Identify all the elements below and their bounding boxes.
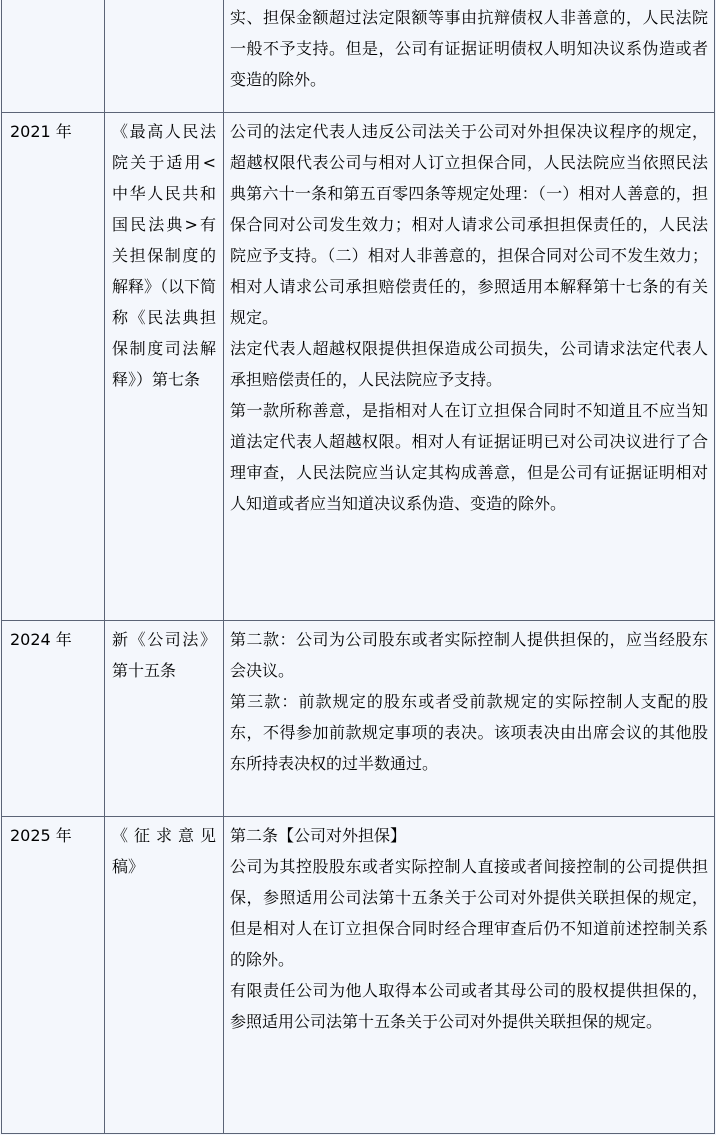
table-row: [2, 817, 715, 1134]
year-cell: 2021 年: [2, 113, 105, 621]
content-cell: [224, 113, 715, 621]
content-paragraph: 第一款所称善意，是指相对人在订立担保合同时不知道且不应当知道法定代表人超越权限。相对人有证据证明已对公司决议进行了合理审查，人民法院应当认定其构成善意，但是公司有证据证明相对人知道或者应当知道决议系伪造、变造的除外。: [230, 401, 708, 513]
content-paragraph: 有限责任公司为他人取得本公司或者其母公司的股权提供担保的，参照适用公司法第十五条关于公司对外提供关联担保的规定。: [230, 981, 708, 1031]
source-cell: 《征求意见稿》: [105, 817, 224, 1134]
content-paragraph: 第三款：前款规定的股东或者受前款规定的实际控制人支配的股东，不得参加前款规定事项的表决。该项表决由出席会议的其他股东所持表决权的过半数通过。: [230, 692, 708, 773]
table-row: [2, 0, 715, 113]
content-cell: [224, 621, 715, 817]
content-cell: [224, 817, 715, 1134]
year-cell: 2025 年: [2, 817, 105, 1134]
content-paragraph: 第二条【公司对外担保】: [230, 826, 407, 845]
source-cell: 新《公司法》第十五条: [105, 621, 224, 817]
year-cell: 2024 年: [2, 621, 105, 817]
content-paragraph: 法定代表人超越权限提供担保造成公司损失，公司请求法定代表人承担赔偿责任的，人民法院应予支持。: [230, 339, 708, 389]
content-paragraph: 公司的法定代表人违反公司法关于公司对外担保决议程序的规定，超越权限代表公司与相对人订立担保合同，人民法院应当依照民法典第六十一条和第五百零四条等规定处理：（一）相对人善意的，担保合同对公司发生效力；相对人请求公司承担担保责任的，人民法院应予支持。（二）相对人非善意的，担保合同对公司不发生效力；相对人请求公司承担赔偿责任的，参照适用本解释第十七条的有关规定。: [230, 122, 708, 327]
year-cell: [2, 0, 105, 113]
law-comparison-table: [1, 0, 715, 1134]
table-row: [2, 621, 715, 817]
content-paragraph: 实、担保金额超过法定限额等事由抗辩债权人非善意的，人民法院一般不予支持。但是，公司有证据证明债权人明知决议系伪造或者变造的除外。: [230, 8, 708, 89]
content-cell: [224, 0, 715, 113]
content-paragraph: 第二款：公司为公司股东或者实际控制人提供担保的，应当经股东会决议。: [230, 630, 708, 680]
source-cell: [105, 0, 224, 113]
source-cell: 《最高人民法院关于适用<中华人民共和国民法典>有关担保制度的解释》（以下简称《民法典担保制度司法解释》）第七条: [105, 113, 224, 621]
table-row: [2, 113, 715, 621]
content-paragraph: 公司为其控股股东或者实际控制人直接或者间接控制的公司提供担保，参照适用公司法第十五条关于公司对外提供关联担保的规定，但是相对人在订立担保合同时经合理审查后仍不知道前述控制关系的除外。: [230, 857, 708, 969]
cell-bottom-padding: [230, 1037, 708, 1043]
